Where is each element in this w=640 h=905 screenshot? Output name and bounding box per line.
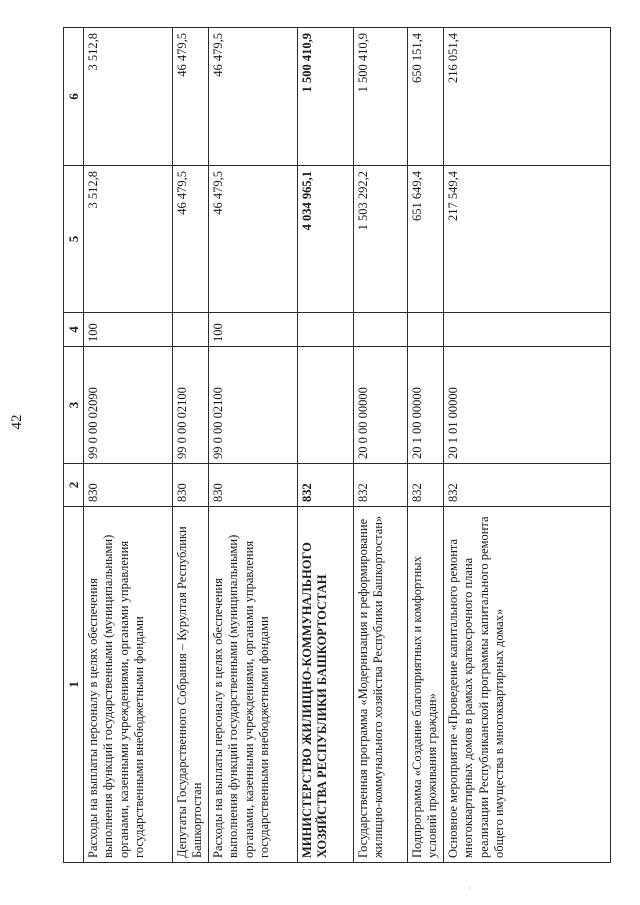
table-header-row xyxy=(64,28,84,863)
row-sum-6: 1 500 410,9 xyxy=(298,28,354,166)
row-ved: 832 xyxy=(444,464,611,507)
row-vr: 100 xyxy=(84,313,173,347)
row-ved: 830 xyxy=(173,464,209,507)
row-name: Расходы на выплаты персоналу в целях обеспечения выполнения функций государственными (муниципальными) органами, казенными учреждениями, органами управления государственными внебюджетными фондами xyxy=(84,507,173,863)
row-ved: 832 xyxy=(354,464,408,507)
row-name: Расходы на выплаты персоналу в целях обеспечения выполнения функций государственными (муниципальными) органами, казенными учреждениями, органами управления государственными внебюджетными фондами xyxy=(209,507,298,863)
row-name: Депутаты Государственного Собрания – Курултая Республики Башкортостан xyxy=(173,507,209,863)
row-ved: 830 xyxy=(209,464,298,507)
row-vr xyxy=(354,313,408,347)
row-csr xyxy=(298,347,354,464)
row-csr: 20 1 00 00000 xyxy=(408,347,444,464)
row-sum-5: 217 549,4 xyxy=(444,166,611,313)
table-row-ministry xyxy=(298,28,354,863)
header-col-4: 4 xyxy=(64,313,84,347)
row-sum-5: 46 479,5 xyxy=(173,166,209,313)
row-vr xyxy=(173,313,209,347)
row-csr: 20 0 00 00000 xyxy=(354,347,408,464)
table-row xyxy=(173,28,209,863)
row-vr xyxy=(298,313,354,347)
scan-speck: · xyxy=(468,884,471,893)
row-ved: 832 xyxy=(408,464,444,507)
row-csr: 20 1 01 00000 xyxy=(444,347,611,464)
row-sum-6: 650 151,4 xyxy=(408,28,444,166)
row-ved: 830 xyxy=(84,464,173,507)
row-sum-6: 216 051,4 xyxy=(444,28,611,166)
row-csr: 99 0 00 02100 xyxy=(173,347,209,464)
header-col-1: 1 xyxy=(64,507,84,863)
row-csr: 99 0 00 02100 xyxy=(209,347,298,464)
row-sum-5: 46 479,5 xyxy=(209,166,298,313)
table-row xyxy=(84,28,173,863)
header-col-6: 6 xyxy=(64,28,84,166)
budget-table xyxy=(63,27,611,863)
row-csr: 99 0 00 02090 xyxy=(84,347,173,464)
table-row xyxy=(354,28,408,863)
row-vr: 100 xyxy=(209,313,298,347)
page-number: 42 xyxy=(9,414,25,430)
row-name: Основное мероприятие «Проведение капитального ремонта многоквартирных домов в рамках краткосрочного плана реализации Республиканской программы капитального ремонта общего имущества в многоквартирных домах» xyxy=(444,507,611,863)
header-col-2: 2 xyxy=(64,464,84,507)
row-sum-6: 46 479,5 xyxy=(173,28,209,166)
row-sum-5: 3 512,8 xyxy=(84,166,173,313)
table-row xyxy=(444,28,611,863)
row-name: Государственная программа «Модернизация и реформирование жилищно-коммунального хозяйства Республики Башкортостан» xyxy=(354,507,408,863)
row-sum-5: 1 503 292,2 xyxy=(354,166,408,313)
row-sum-5: 651 649,4 xyxy=(408,166,444,313)
row-sum-6: 1 500 410,9 xyxy=(354,28,408,166)
row-vr xyxy=(408,313,444,347)
row-name: МИНИСТЕРСТВО ЖИЛИЩНО-КОММУНАЛЬНОГО ХОЗЯЙСТВА РЕСПУБЛИКИ БАШКОРТОСТАН xyxy=(298,507,354,863)
table-row xyxy=(408,28,444,863)
row-ved: 832 xyxy=(298,464,354,507)
row-name: Подпрограмма «Создание благоприятных и комфортных условий проживания граждан» xyxy=(408,507,444,863)
row-sum-5: 4 034 965,1 xyxy=(298,166,354,313)
budget-table-wrapper xyxy=(63,28,611,863)
row-sum-6: 46 479,5 xyxy=(209,28,298,166)
table-row xyxy=(209,28,298,863)
row-vr xyxy=(444,313,611,347)
header-col-5: 5 xyxy=(64,166,84,313)
row-sum-6: 3 512,8 xyxy=(84,28,173,166)
header-col-3: 3 xyxy=(64,347,84,464)
